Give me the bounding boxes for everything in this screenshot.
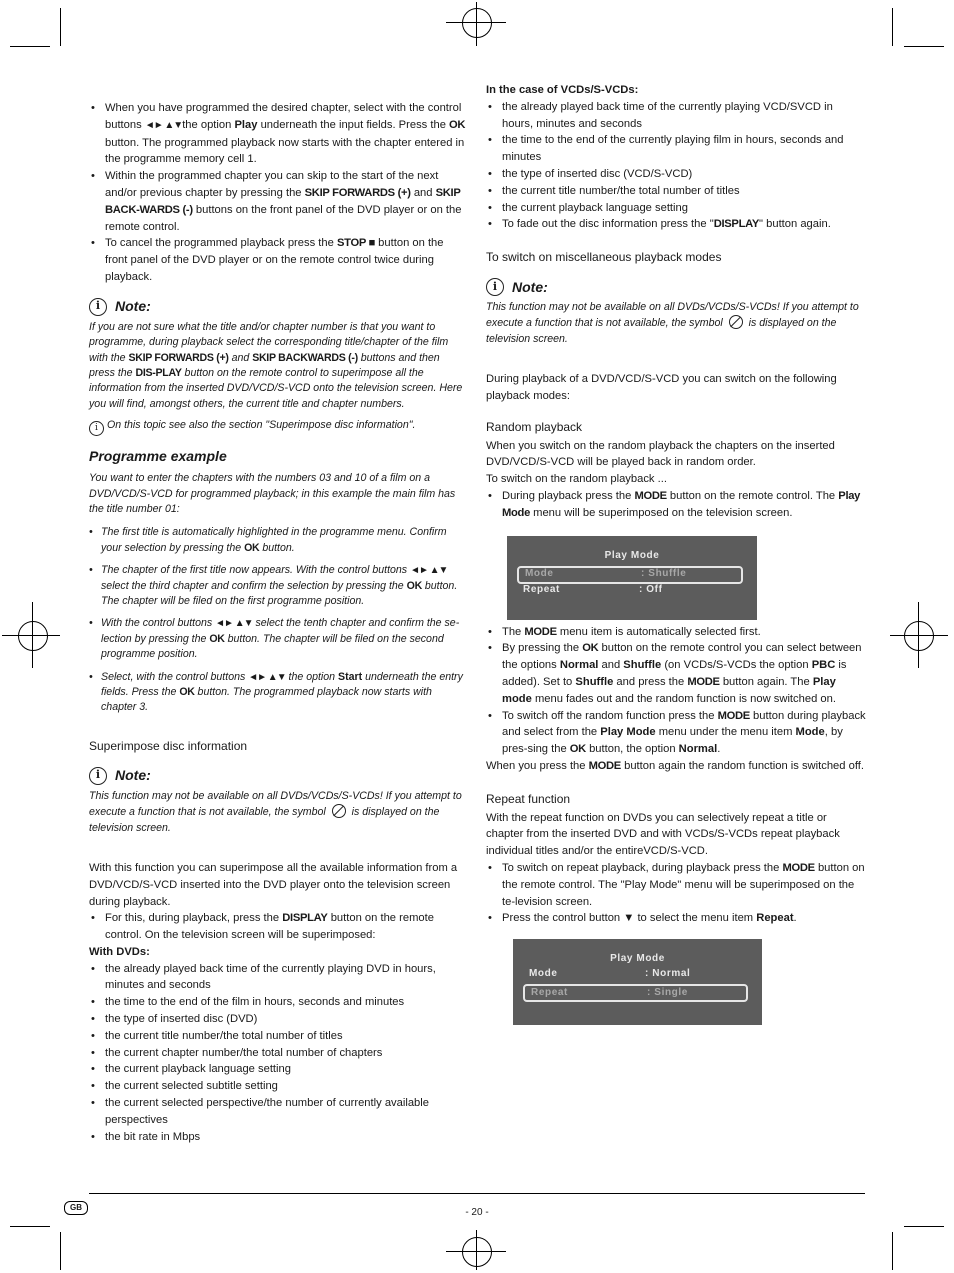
not-available-symbol-icon <box>332 804 346 818</box>
note-reference: i On this topic see also the section "Superimpose disc information". <box>89 418 467 436</box>
note-text: This function may not be available on all DVDs/VCDs/S-VCDs! If you attempt to execute a function that is not available, the symbol is displayed on the television screen. <box>486 300 859 345</box>
list-item: • the current chapter number/the total number of chapters <box>89 1045 467 1062</box>
note-text: This function may not be available on all DVDs/VCDs/S-VCDs! If you attempt to execute a function that is not available, the symbol is displayed on the television screen. <box>89 789 462 834</box>
screen-row-mode: Mode : Normal <box>529 967 691 979</box>
page-number: - 20 - <box>465 1207 489 1218</box>
programme-intro: You want to enter the chapters with the numbers 03 and 10 of a film on a DVD/VCD/S-VCD for programmed playback; in this example the main film has the title number 01: <box>89 472 456 516</box>
dvd-heading: With DVDs: <box>89 945 150 958</box>
info-icon: i <box>486 278 504 296</box>
screen-title: Play Mode <box>610 953 665 965</box>
list-item: • the already played back time of the currently playing DVD in hours, minutes and seconds <box>89 961 467 995</box>
note-heading: i Note: <box>89 767 467 785</box>
list-item: • the time to the end of the currently playing film in hours, seconds and minutes <box>486 132 866 166</box>
arrow-down-icon: ▼ <box>623 912 635 925</box>
list-item: • By pressing the OK button on the remote control you can select between the options Normal and Shuffle (on VCDs/S-VCDs the option PBC is added). Set to Shuffle and press the MODE button again. The Play mode menu fades out and the random function is now switched on. <box>486 640 866 707</box>
list-item: • the type of inserted disc (VCD/S-VCD) <box>486 166 866 183</box>
country-badge: GB <box>64 1201 88 1215</box>
info-icon: i <box>89 767 107 785</box>
random-how: To switch on the random playback ... <box>486 473 667 486</box>
list-item: • During playback press the MODE button on the remote control. The Play Mode menu will be superimposed on the television screen. <box>486 488 866 522</box>
play-mode-screen <box>507 536 757 620</box>
screen-row-repeat: Repeat : Single <box>523 984 748 1002</box>
programme-steps <box>89 525 467 715</box>
info-icon: i <box>89 298 107 316</box>
list-item: • the current selected perspective/the number of currently available perspectives <box>89 1095 467 1129</box>
list-item: • With the control buttons ◄► ▲▼ select the tenth chapter and confirm the se-lection by pressing the OK button. The chapter will be filed on the second programme position. <box>89 616 467 662</box>
note-text: If you are not sure what the title and/or chapter number is that you want to programme, during playback select the corresponding title/chapter of the film with the SKIP FORWARDS (+) and SKIP BACKWARDS (-) buttons and then press the DIS-PLAY button on the remote control to superimpose all the information from the inserted DVD/VCD/S-VCD onto the television screen. Here you will find, amongst others, the current title and chapter numbers. <box>89 320 463 410</box>
screen-row-repeat: Repeat : Off <box>523 584 663 596</box>
list-item: • the current playback language setting <box>89 1061 467 1078</box>
repeat-bullets <box>486 860 866 927</box>
superimpose-bullets <box>89 910 467 944</box>
list-item: • To cancel the programmed playback press the STOP ■ button on the front panel of the DVD player or on the remote control twice during playback. <box>89 235 467 285</box>
random-heading: Random playback <box>486 419 583 434</box>
note-heading: i Note: <box>486 278 866 296</box>
programme-example-heading: Programme example <box>89 448 227 465</box>
screen-title: Play Mode <box>604 549 660 561</box>
list-item: • Within the programmed chapter you can skip to the start of the next and/or previous chapter by pressing the SKIP FORWARDS (+) and SKIP BACK-WARDS (-) buttons on the front panel of the DVD player or on the remote control. <box>89 168 467 235</box>
list-item: • the time to the end of the film in hours, seconds and minutes <box>89 994 467 1011</box>
list-item: • The MODE menu item is automatically selected first. <box>486 624 866 641</box>
list-item: • Select, with the control buttons ◄► ▲▼ the option Start underneath the entry fields. Press the OK button. The programmed playback now starts with chapter 3. <box>89 670 467 716</box>
list-item: • the current title number/the total number of titles <box>89 1028 467 1045</box>
not-available-symbol-icon <box>729 315 743 329</box>
list-item: • the current playback language setting <box>486 200 866 217</box>
dvd-info-list <box>89 961 467 1146</box>
intro-bullet-list <box>89 100 467 286</box>
list-item: • The first title is automatically highlighted in the programme menu. Confirm your selection by pressing the OK button. <box>89 525 467 556</box>
during-playback-text: During playback of a DVD/VCD/S-VCD you can switch on the following playback modes: <box>486 373 837 402</box>
screen-row-mode: Mode : Shuffle <box>517 566 743 584</box>
info-icon: i <box>89 421 104 436</box>
random-detail-list <box>486 624 866 758</box>
list-item: • the type of inserted disc (DVD) <box>89 1011 467 1028</box>
superimpose-heading: Superimpose disc information <box>89 738 248 753</box>
list-item: • For this, during playback, press the DISPLAY button on the remote control. On the television screen will be superimposed: <box>89 910 467 944</box>
play-mode-screen-repeat <box>513 939 762 1025</box>
repeat-heading: Repeat function <box>486 791 571 806</box>
vcd-heading: In the case of VCDs/S-VCDs: <box>486 84 639 96</box>
superimpose-text: With this function you can superimpose all the available information from a DVD/VCD/S-VCD inserted into the DVD player onto the television screen during playback. <box>89 861 458 908</box>
list-item: • To fade out the disc information press the "DISPLAY" button again. <box>486 216 866 233</box>
list-item: • the already played back time of the currently playing VCD/SVCD in hours, minutes and seconds <box>486 99 866 133</box>
left-column <box>89 82 467 1145</box>
list-item: • The chapter of the first title now appears. With the control buttons ◄► ▲▼ select the third chapter and confirm the selection by pressing the OK button. The chapter will be filed on the first programme position. <box>89 563 467 609</box>
right-column <box>486 82 866 1025</box>
list-item: • Press the control button ▼ to select the menu item Repeat. <box>486 910 866 927</box>
note-heading: i Note: <box>89 298 467 316</box>
random-off-text: When you press the MODE button again the random function is switched off. <box>486 759 864 772</box>
random-text: When you switch on the random playback the chapters on the inserted DVD/VCD/S-VCD will be played back in random order. <box>486 439 835 469</box>
footer-rule <box>89 1193 865 1194</box>
misc-modes-heading: To switch on miscellaneous playback modes <box>486 250 722 265</box>
list-item: • the bit rate in Mbps <box>89 1129 467 1146</box>
repeat-text: With the repeat function on DVDs you can selectively repeat a title or chapter from the inserted DVD and with VCDs/S-VCDs repeat playback individual titles and/or the entireVCD/S-VCD. <box>486 811 840 858</box>
vcd-info-list <box>486 99 866 233</box>
list-item: • To switch off the random function press the MODE button during playback and select from the Play Mode menu under the menu item Mode, by pres-sing the OK button, the option Normal. <box>486 708 866 758</box>
random-bullets <box>486 488 866 522</box>
list-item: • To switch on repeat playback, during playback press the MODE button on the remote control. The "Play Mode" menu will be superimposed on the te-levision screen. <box>486 860 866 910</box>
list-item: • the current selected subtitle setting <box>89 1078 467 1095</box>
list-item: • When you have programmed the desired chapter, select with the control buttons ◄► ▲▼the option Play underneath the input fields. Press the OK button. The programmed playback now starts with the chapter entered in the programme memory cell 1. <box>89 100 467 168</box>
list-item: • the current title number/the total number of titles <box>486 183 866 200</box>
